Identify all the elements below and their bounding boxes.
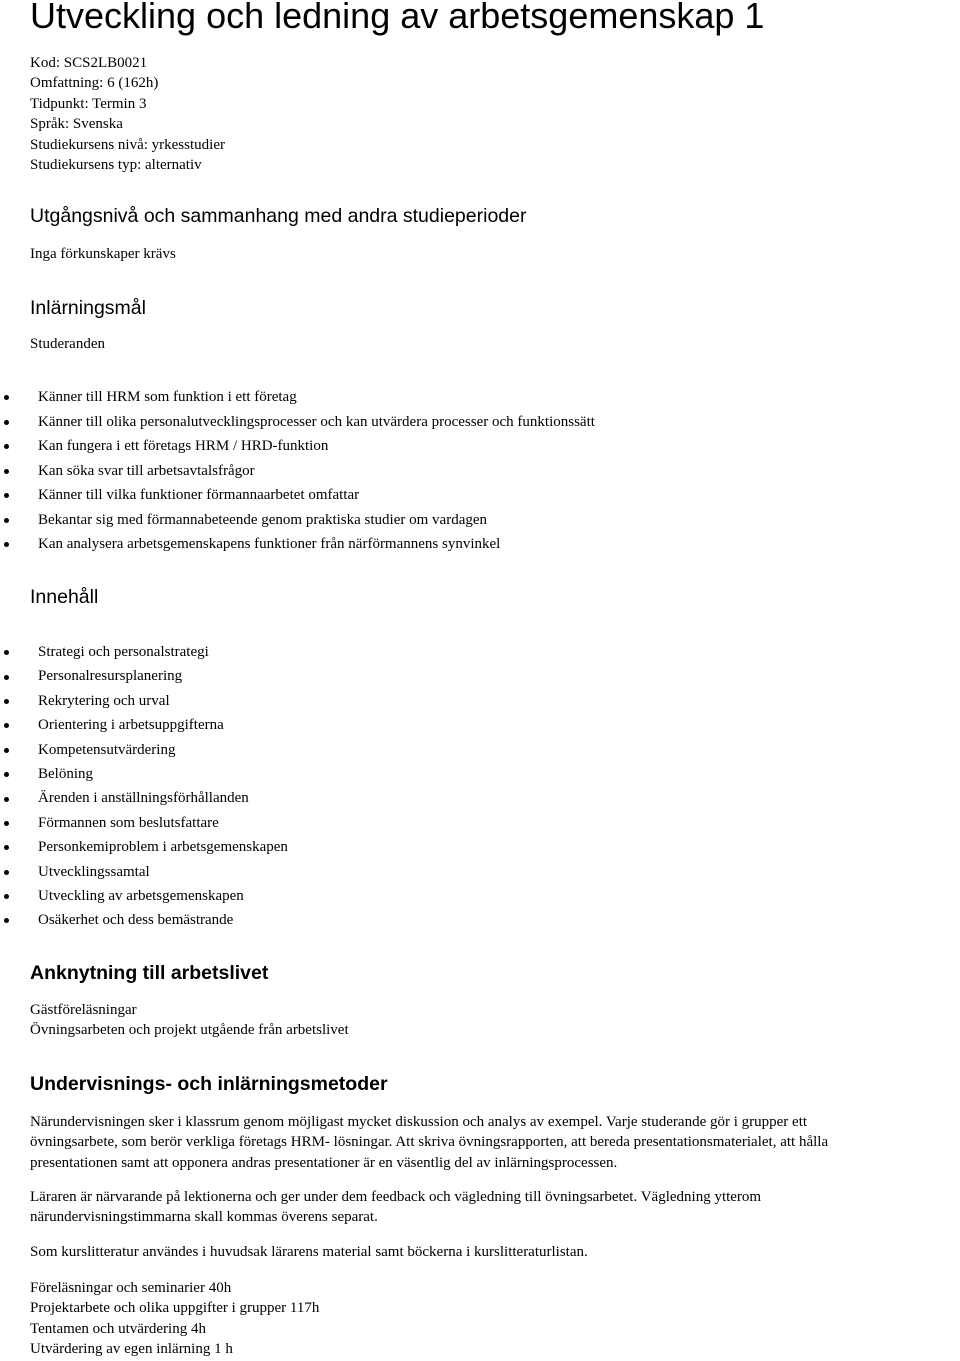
bullet-icon bbox=[4, 821, 9, 826]
list-item: Ärenden i anställningsförhållanden bbox=[0, 786, 288, 810]
bullet-icon bbox=[4, 699, 9, 704]
bullet-icon bbox=[4, 797, 9, 802]
course-meta bbox=[30, 53, 225, 175]
bullet-icon bbox=[4, 444, 9, 449]
meta-timing: Tidpunkt: Termin 3 bbox=[30, 95, 147, 112]
meta-type: Studiekursens typ: alternativ bbox=[30, 157, 202, 174]
section-heading-content: Innehåll bbox=[30, 586, 99, 608]
page-title: Utveckling och ledning av arbetsgemenskap 1 bbox=[30, 0, 765, 36]
section-heading-methods: Undervisnings- och inlärningsmetoder bbox=[30, 1073, 388, 1095]
learning-goals-list bbox=[0, 385, 595, 557]
methods-paragraph-2: Läraren är närvarande på lektionerna och ger under dem feedback och vägledning till övningsarbetet. Vägledning ytterom närundervisningstimmarna skall kommas överens separat. bbox=[30, 1189, 762, 1226]
section-heading-working-life: Anknytning till arbetslivet bbox=[30, 962, 269, 984]
bullet-icon bbox=[4, 518, 9, 523]
list-item: Kan fungera i ett företags HRM / HRD-funktion bbox=[0, 434, 595, 459]
meta-code: Kod: SCS2LB0021 bbox=[30, 55, 148, 71]
list-item: Utveckling av arbetsgemenskapen bbox=[0, 884, 288, 908]
bullet-icon bbox=[4, 772, 9, 777]
bullet-icon bbox=[4, 650, 9, 655]
prerequisites-text: Inga förkunskaper krävs bbox=[30, 246, 176, 262]
list-item: Strategi och personalstrategi bbox=[0, 640, 288, 664]
bullet-icon bbox=[4, 894, 9, 899]
bullet-icon bbox=[4, 845, 9, 850]
workload-line: Föreläsningar och seminarier 40h bbox=[30, 1280, 232, 1296]
meta-language: Språk: Svenska bbox=[30, 116, 123, 133]
list-item: Osäkerhet och dess bemästrande bbox=[0, 908, 288, 932]
workload-line: Tentamen och utvärdering 4h bbox=[30, 1320, 206, 1337]
bullet-icon bbox=[4, 748, 9, 753]
working-life-line: Övningsarbeten och projekt utgående från arbetslivet bbox=[30, 1022, 349, 1039]
working-life-line: Gästföreläsningar bbox=[30, 1002, 137, 1018]
meta-scope: Omfattning: 6 (162h) bbox=[30, 75, 159, 92]
list-item: Orientering i arbetsuppgifterna bbox=[0, 713, 288, 737]
bullet-icon bbox=[4, 675, 9, 680]
section-heading-prerequisites: Utgångsnivå och sammanhang med andra studieperioder bbox=[30, 205, 527, 227]
bullet-icon bbox=[4, 723, 9, 728]
list-item: Utvecklingssamtal bbox=[0, 860, 288, 884]
list-item: Personkemiproblem i arbetsgemenskapen bbox=[0, 835, 288, 859]
list-item: Belöning bbox=[0, 762, 288, 786]
section-heading-learning-goals: Inlärningsmål bbox=[30, 297, 146, 319]
bullet-icon bbox=[4, 469, 9, 474]
bullet-icon bbox=[4, 542, 9, 547]
learning-goals-intro: Studeranden bbox=[30, 336, 105, 352]
workload-line: Utvärdering av egen inlärning 1 h bbox=[30, 1341, 233, 1358]
list-item: Känner till HRM som funktion i ett företag bbox=[0, 385, 595, 410]
working-life-lines bbox=[30, 1000, 960, 1041]
workload-line: Projektarbete och olika uppgifter i grupper 117h bbox=[30, 1300, 320, 1317]
list-item: Personalresursplanering bbox=[0, 664, 288, 688]
list-item: Kan analysera arbetsgemenskapens funktioner från närförmannens synvinkel bbox=[0, 532, 595, 557]
bullet-icon bbox=[4, 918, 9, 923]
list-item: Känner till olika personalutvecklingsprocesser och kan utvärdera processer och funktionssätt bbox=[0, 410, 595, 435]
bullet-icon bbox=[4, 870, 9, 875]
list-item: Rekrytering och urval bbox=[0, 689, 288, 713]
meta-level: Studiekursens nivå: yrkesstudier bbox=[30, 136, 225, 153]
bullet-icon bbox=[4, 395, 9, 400]
bullet-icon bbox=[4, 493, 9, 498]
workload-list bbox=[30, 1278, 960, 1360]
list-item: Kan söka svar till arbetsavtalsfrågor bbox=[0, 459, 595, 484]
list-item: Förmannen som beslutsfattare bbox=[0, 811, 288, 835]
list-item: Känner till vilka funktioner förmannaarbetet omfattar bbox=[0, 483, 595, 508]
methods-paragraph-3: Som kurslitteratur användes i huvudsak lärarens material samt böckerna i kurslitteraturlistan. bbox=[30, 1244, 588, 1260]
bullet-icon bbox=[4, 420, 9, 425]
list-item: Bekantar sig med förmannabeteende genom praktiska studier om vardagen bbox=[0, 508, 595, 533]
content-list bbox=[0, 640, 288, 933]
list-item: Kompetensutvärdering bbox=[0, 738, 288, 762]
methods-paragraph-1: Närundervisningen sker i klassrum genom möjligast mycket diskussion och analys av exempel. Varje studerande gör i grupper ett övningsarbete, som berör verkliga företags HRM- lösningar. Att skriva övningsrapporten, att bereda presentationsmaterialet, att hålla presentationen samt att opponera andras presentationer är en väsentlig del av inlärningsprocessen. bbox=[30, 1114, 829, 1171]
